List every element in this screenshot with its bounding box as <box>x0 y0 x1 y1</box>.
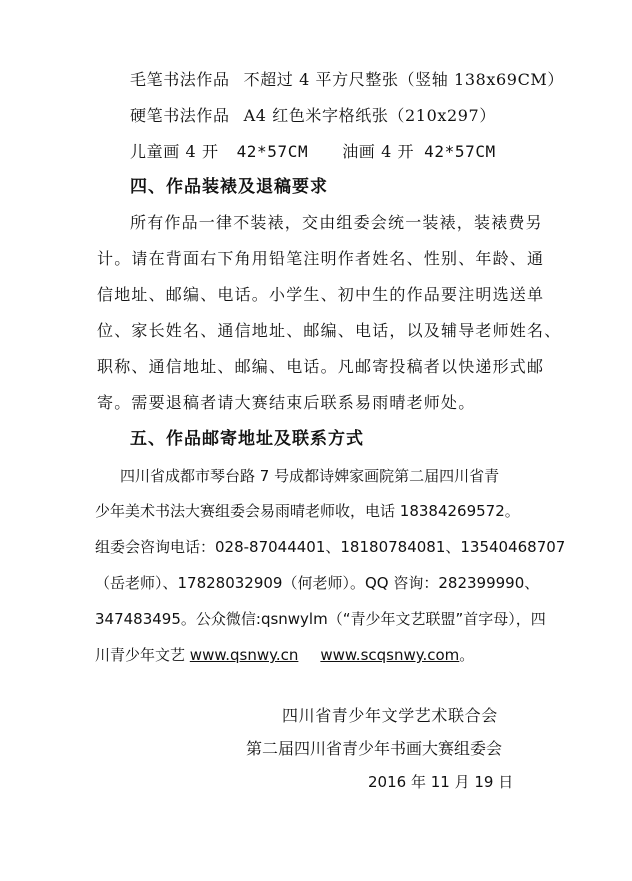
contact-text: 川青少年文艺 <box>95 646 186 664</box>
paragraph-line: 所有作品一律不装裱，交由组委会统一装裱，装裱费另 <box>130 213 543 232</box>
spec-label: 毛笔书法作品 <box>130 70 230 89</box>
website-link-qsnwy[interactable]: www.qsnwy.cn <box>189 646 299 664</box>
spec-value: 42*57CM <box>236 142 309 161</box>
contact-line: （岳老师）、17828032909（何老师）。QQ 咨询：282399990、 <box>95 574 540 592</box>
contact-line: 347483495。公众微信:qsnwylm（“青少年文艺联盟”首字母），四 <box>95 610 546 628</box>
signature-date: 2016 年 11 月 19 日 <box>368 773 514 791</box>
spec-label: 硬笔书法作品 <box>130 106 230 125</box>
spec-brush-calligraphy <box>130 70 564 90</box>
spec-pen-calligraphy <box>130 106 496 126</box>
contact-line: 组委会咨询电话：028-87044401、18180784081、13540468707 <box>95 538 566 556</box>
contact-line: 少年美术书法大赛组委会易雨晴老师收，电话 18384269572。 <box>95 502 520 520</box>
website-link-scqsnwy[interactable]: www.scqsnwy.com <box>320 646 460 664</box>
contact-text: 。 <box>459 646 475 664</box>
signature-org-1: 四川省青少年文学艺术联合会 <box>282 706 498 725</box>
signature-org-2: 第二届四川省青少年书画大赛组委会 <box>246 739 503 758</box>
contact-line-links <box>95 645 474 665</box>
paragraph-line: 寄。需要退稿者请大赛结束后联系易雨晴老师处。 <box>97 393 476 412</box>
paragraph-line: 信地址、邮编、电话。小学生、初中生的作品要注明选送单 <box>97 285 545 304</box>
paragraph-line: 计。请在背面右下角用铅笔注明作者姓名、性别、年龄、通 <box>97 249 545 268</box>
spec-value: 不超过 4 平方尺整张（竖轴 138x69CM） <box>243 70 564 89</box>
paragraph-line: 职称、通信地址、邮编、电话。凡邮寄投稿者以快递形式邮 <box>97 357 545 376</box>
spec-value: A4 红色米字格纸张（210x297） <box>243 106 496 125</box>
section-4-heading: 四、作品装裱及退稿要求 <box>130 177 328 197</box>
spec-label: 油画 4 开 <box>342 142 415 161</box>
spec-label: 儿童画 4 开 <box>130 142 219 161</box>
spec-value: 42*57CM <box>424 142 496 161</box>
paragraph-line: 位、家长姓名、通信地址、邮编、电话，以及辅导老师姓名、 <box>97 321 562 340</box>
section-5-heading: 五、作品邮寄地址及联系方式 <box>130 429 364 449</box>
spec-paintings <box>130 142 496 162</box>
contact-line: 四川省成都市琴台路 7 号成都诗婢家画院第二届四川省青 <box>120 467 500 485</box>
